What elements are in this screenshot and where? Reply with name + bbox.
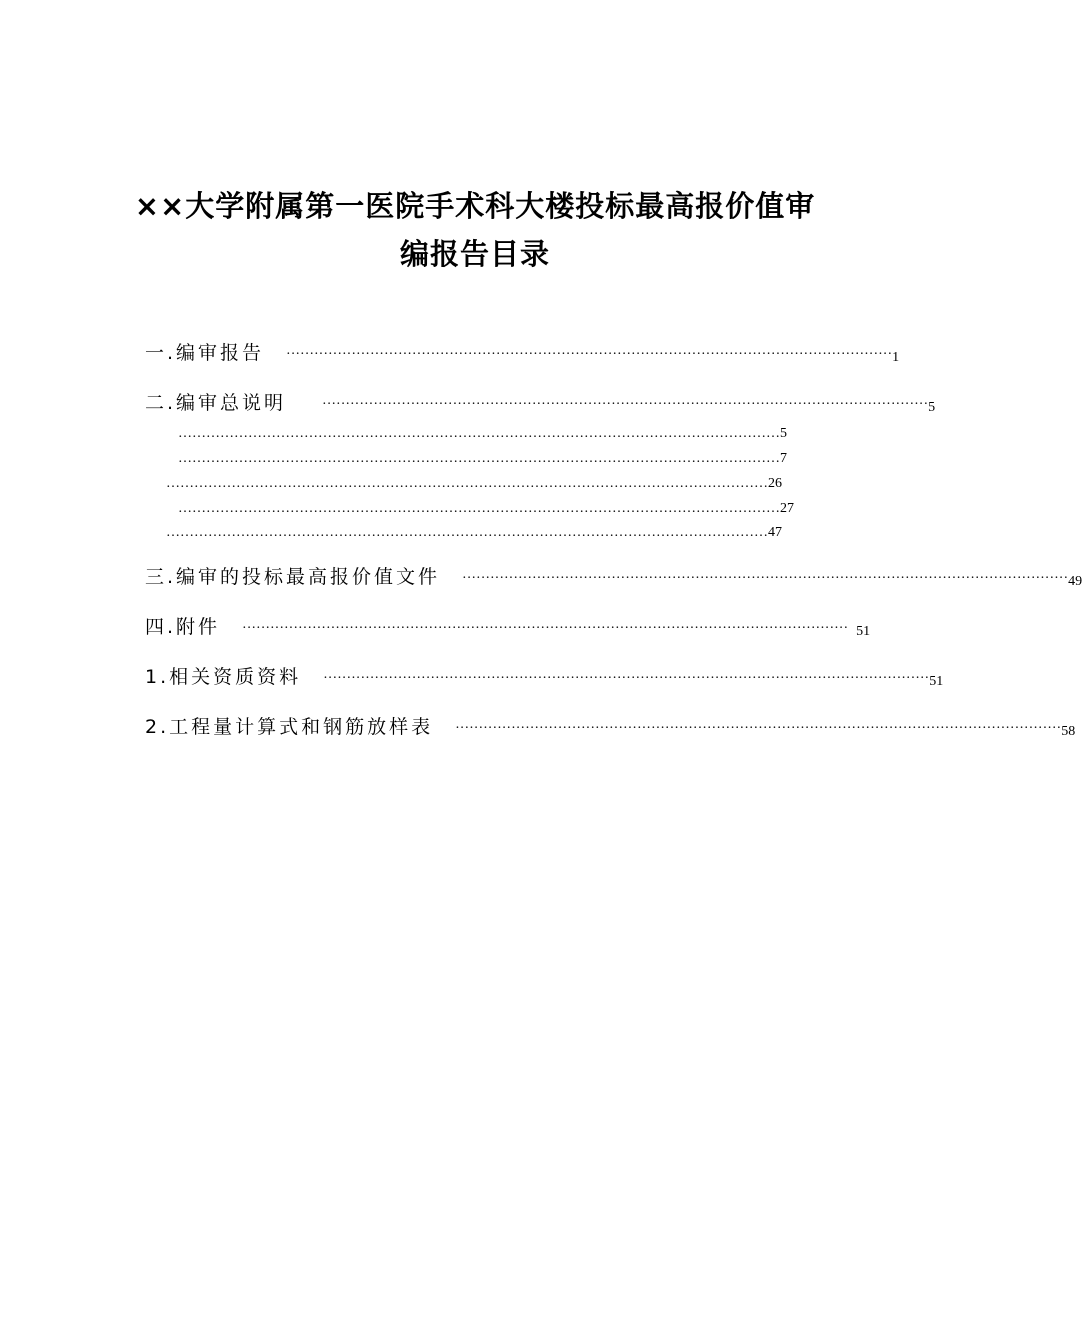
toc-subentry-page: 27 bbox=[780, 501, 794, 516]
toc-entry-page: 58 bbox=[1061, 724, 1076, 739]
toc-entry[interactable] bbox=[145, 662, 944, 689]
document-title-line-2: 编报告目录 bbox=[399, 237, 550, 271]
toc-subentry[interactable] bbox=[166, 476, 782, 492]
toc-leader-dots: ………………………………………………………………………………………………………………… bbox=[166, 525, 768, 540]
toc-entry-label: 1.相关资质资料 bbox=[145, 666, 302, 688]
toc-subentry[interactable] bbox=[178, 451, 787, 467]
toc-entry-page: 51 bbox=[856, 624, 871, 639]
toc-entry[interactable] bbox=[145, 712, 1076, 739]
toc-subentry[interactable] bbox=[178, 426, 787, 442]
toc-leader-dots: ………………………………………………………………………………………………………………… bbox=[178, 426, 780, 441]
toc-leader-dots: ·································································································································· bbox=[323, 671, 930, 686]
toc-entry-page: 51 bbox=[929, 674, 944, 689]
toc-entry-label: 三.编审的投标最高报价值文件 bbox=[145, 566, 441, 588]
toc-subentry[interactable] bbox=[178, 501, 794, 517]
toc-leader-dots: ·································································································································· bbox=[242, 621, 849, 636]
toc-subentry-page: 5 bbox=[780, 426, 787, 441]
toc-leader-dots: ………………………………………………………………………………………………………………… bbox=[178, 501, 780, 516]
toc-subentry-page: 26 bbox=[768, 476, 782, 491]
toc-subentry[interactable] bbox=[166, 525, 782, 541]
toc-entry-page: 1 bbox=[892, 350, 900, 365]
toc-leader-dots: ………………………………………………………………………………………………………………… bbox=[166, 476, 768, 491]
toc-leader-dots: ………………………………………………………………………………………………………………… bbox=[178, 451, 780, 466]
toc-leader-dots: ·································································································································· bbox=[286, 347, 893, 362]
toc-entry-label: 2.工程量计算式和钢筋放样表 bbox=[145, 716, 434, 738]
toc-entry[interactable] bbox=[145, 338, 900, 365]
toc-leader-dots: ·································································································································· bbox=[322, 397, 929, 412]
toc-entry-page: 49 bbox=[1068, 574, 1082, 589]
toc-entry[interactable] bbox=[145, 612, 871, 639]
toc-entry[interactable] bbox=[145, 562, 1082, 589]
toc-entry-page: 5 bbox=[928, 400, 936, 415]
toc-subentry-page: 47 bbox=[768, 525, 782, 540]
toc-entry-label: 二.编审总说明 bbox=[145, 392, 287, 414]
toc-entry-label: 一.编审报告 bbox=[145, 342, 265, 364]
toc-leader-dots: ·································································································································· bbox=[455, 721, 1062, 736]
toc-entry-label: 四.附件 bbox=[145, 616, 221, 638]
toc-leader-dots: ·································································································································· bbox=[462, 571, 1069, 586]
toc-entry[interactable] bbox=[145, 388, 936, 415]
toc-subentry-page: 7 bbox=[780, 451, 787, 466]
document-title-line-1: ××大学附属第一医院手术科大楼投标最高报价值审 bbox=[134, 189, 816, 223]
